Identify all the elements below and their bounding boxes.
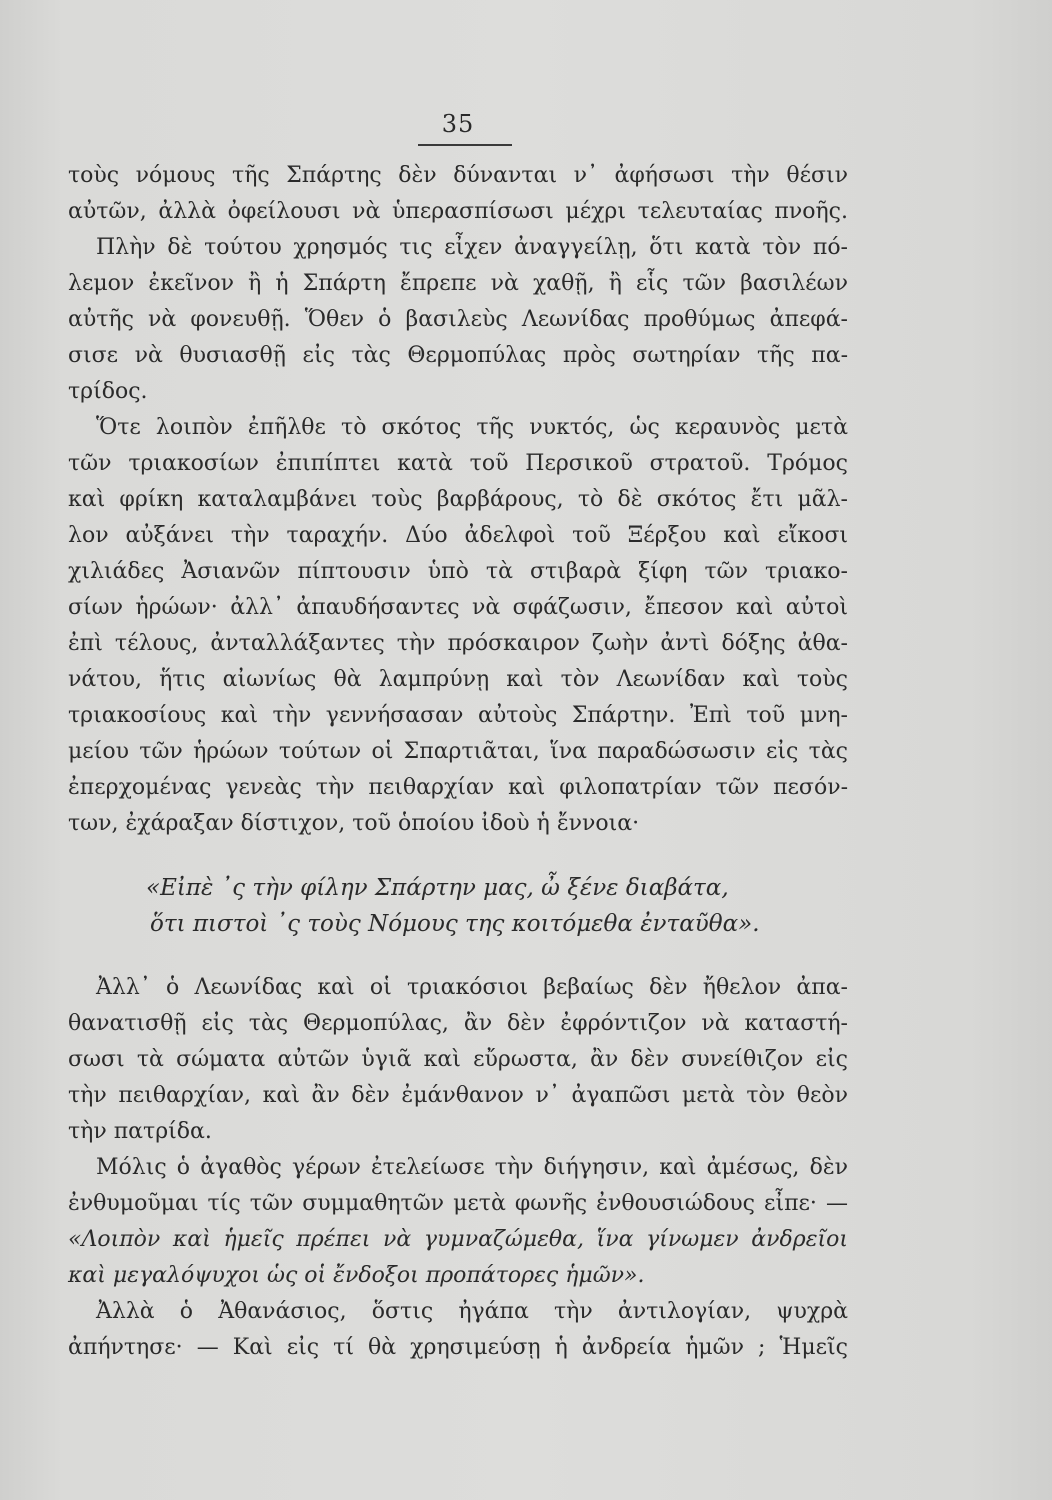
text-line: τὴν πειθαρχίαν, καὶ ἂν δὲν ἐμάνθανον ν᾽ ἀγαπῶσι μετὰ τὸν θεὸν	[68, 1083, 848, 1108]
text-line: ἀπήντησε· — Καὶ εἰς τί θὰ χρησιμεύσῃ ἡ ἀνδρεία ἡμῶν ; Ἡμεῖς	[68, 1335, 848, 1360]
text-line: «Λοιπὸν καὶ ἡμεῖς πρέπει νὰ γυμναζώμεθα, ἵνα γίνωμεν ἀνδρεῖοι	[68, 1227, 848, 1252]
text-line: σωσι τὰ σώματα αὐτῶν ὑγιᾶ καὶ εὔρωστα, ἂν δὲν συνείθιζον εἰς	[68, 1047, 848, 1072]
text-line: τρίδος.	[68, 379, 148, 404]
text-line: Πλὴν δὲ τούτου χρησμός τις εἶχεν ἀναγγείλῃ, ὅτι κατὰ τὸν πό-	[96, 235, 848, 260]
page-number: 35	[441, 110, 475, 138]
text-line: σισε νὰ θυσιασθῇ εἰς τὰς Θερμοπύλας πρὸς σωτηρίαν τῆς πα-	[68, 343, 848, 368]
text-line: νάτου, ἥτις αἰωνίως θὰ λαμπρύνῃ καὶ τὸν Λεωνίδαν καὶ τοὺς	[68, 667, 848, 692]
text-line: Μόλις ὁ ἀγαθὸς γέρων ἐτελείωσε τὴν διήγησιν, καὶ ἀμέσως, δὲν	[96, 1155, 848, 1180]
text-line: χιλιάδες Ἀσιανῶν πίπτουσιν ὑπὸ τὰ στιβαρὰ ξίφη τῶν τριακο-	[68, 559, 848, 584]
text-line: των, ἐχάραξαν δίστιχον, τοῦ ὁποίου ἰδοὺ ἡ ἔννοια·	[68, 811, 640, 836]
text-line: καὶ φρίκη καταλαμβάνει τοὺς βαρβάρους, τὸ δὲ σκότος ἔτι μᾶλ-	[68, 487, 848, 512]
text-line: τριακοσίους καὶ τὴν γεννήσασαν αὐτοὺς Σπάρτην. Ἐπὶ τοῦ μνη-	[68, 703, 848, 728]
text-line: μείου τῶν ἡρώων τούτων οἱ Σπαρτιᾶται, ἵνα παραδώσωσιν εἰς τὰς	[68, 739, 848, 764]
text-line: θανατισθῇ εἰς τὰς Θερμοπύλας, ἂν δὲν ἐφρόντιζον νὰ καταστή-	[68, 1011, 848, 1036]
text-line: ἐνθυμοῦμαι τίς τῶν συμμαθητῶν μετὰ φωνῆς ἐνθουσιώδους εἶπε· —	[68, 1191, 848, 1216]
text-line: Ἀλλ᾽ ὁ Λεωνίδας καὶ οἱ τριακόσιοι βεβαίως δὲν ἤθελον ἀπα-	[96, 975, 848, 1000]
text-line: ἐπερχομένας γενεὰς τὴν πειθαρχίαν καὶ φιλοπατρίαν τῶν πεσόν-	[68, 775, 848, 800]
text-line: λον αὐξάνει τὴν ταραχήν. Δύο ἀδελφοὶ τοῦ Ξέρξου καὶ εἴκοσι	[68, 523, 848, 548]
verse-line-2: ὅτι πιστοὶ ᾽ς τοὺς Νόμους της κοιτόμεθα ἐνταῦθα».	[150, 911, 760, 937]
text-line: ἐπὶ τέλους, ἀνταλλάξαντες τὴν πρόσκαιρον ζωὴν ἀντὶ δόξης ἀθα-	[68, 631, 848, 656]
text-line: τὴν πατρίδα.	[68, 1119, 212, 1144]
text-line: καὶ μεγαλόψυχοι ὡς οἱ ἔνδοξοι προπάτορες ἡμῶν».	[68, 1263, 645, 1288]
text-line: αὐτῆς νὰ φονευθῇ. Ὅθεν ὁ βασιλεὺς Λεωνίδας προθύμως ἀπεφά-	[68, 307, 848, 332]
text-line: τοὺς νόμους τῆς Σπάρτης δὲν δύνανται ν᾽ ἀφήσωσι τὴν θέσιν	[68, 163, 848, 188]
text-line: αὐτῶν, ἀλλὰ ὀφείλουσι νὰ ὑπερασπίσωσι μέχρι τελευταίας πνοῆς.	[68, 199, 848, 224]
verse-line-1: «Εἰπὲ ᾽ς τὴν φίλην Σπάρτην μας, ὦ ξένε διαβάτα,	[146, 875, 729, 901]
text-line: Ἀλλὰ ὁ Ἀθανάσιος, ὅστις ἠγάπα τὴν ἀντιλογίαν, ψυχρὰ	[96, 1299, 848, 1324]
text-line: λεμον ἐκεῖνον ἢ ἡ Σπάρτη ἔπρεπε νὰ χαθῇ, ἢ εἷς τῶν βασιλέων	[68, 271, 848, 296]
text-line: σίων ἡρώων· ἀλλ᾽ ἀπαυδήσαντες νὰ σφάζωσιν, ἔπεσον καὶ αὐτοὶ	[68, 595, 848, 620]
text-line: Ὅτε λοιπὸν ἐπῆλθε τὸ σκότος τῆς νυκτός, ὡς κεραυνὸς μετὰ	[96, 415, 848, 440]
text-line: τῶν τριακοσίων ἐπιπίπτει κατὰ τοῦ Περσικοῦ στρατοῦ. Τρόμος	[68, 451, 848, 476]
header-rule	[418, 144, 512, 146]
